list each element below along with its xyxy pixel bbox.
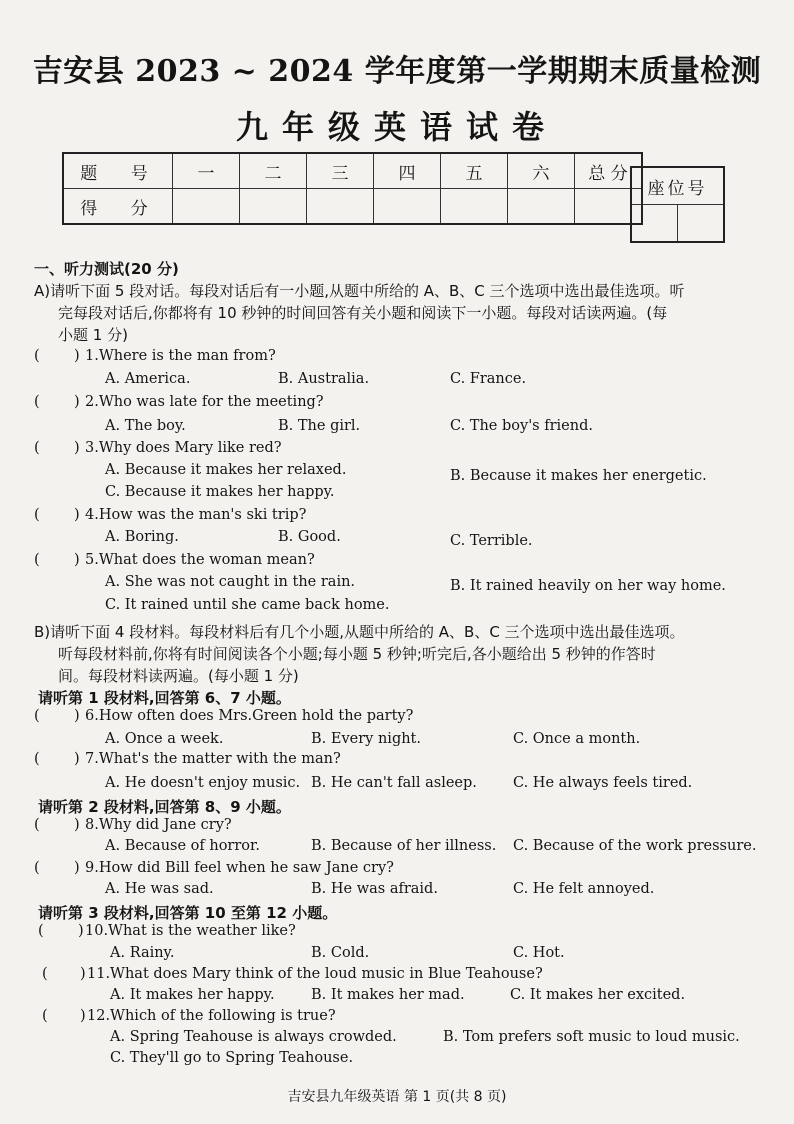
- option-a: A. Because of horror.: [105, 838, 260, 854]
- question-text: 7.What's the matter with the man?: [85, 751, 341, 767]
- part-b-instruction-2: 听每段材料前,你将有时间阅读各个小题;每小题 5 秒钟;听完后,各小题给出 5 秒钟的作答时: [58, 645, 656, 663]
- score-cell: [508, 189, 575, 225]
- score-table: [62, 152, 643, 225]
- option-c: C. They'll go to Spring Teahouse.: [110, 1050, 354, 1066]
- question-text: 1.Where is the man from?: [85, 348, 276, 364]
- section-listening-title: 一、听力测试(20 分): [34, 260, 179, 278]
- option-c: C. The boy's friend.: [450, 418, 593, 434]
- option-c: C. It makes her excited.: [510, 987, 686, 1003]
- material-2-heading: 请听第 2 段材料,回答第 8、9 小题。: [38, 798, 291, 816]
- option-a: A. America.: [105, 371, 191, 387]
- score-col-total: 总 分: [575, 153, 643, 189]
- question-text: 10.What is the weather like?: [85, 923, 296, 939]
- question-text: 9.How did Bill feel when he saw Jane cry?: [85, 860, 394, 876]
- question-text: 11.What does Mary think of the loud music in Blue Teahouse?: [87, 966, 543, 982]
- score-cell: [307, 189, 374, 225]
- score-cell: [173, 189, 240, 225]
- seat-number-label: 座位号: [631, 167, 724, 205]
- option-c: C. Hot.: [513, 945, 565, 961]
- option-b: B. Good.: [278, 529, 341, 545]
- option-c: C. Because it makes her happy.: [105, 484, 335, 500]
- score-cell: [240, 189, 307, 225]
- part-b-instruction-1: B)请听下面 4 段材料。每段材料后有几个小题,从题中所给的 A、B、C 三个选项中选出最佳选项。: [34, 623, 685, 641]
- score-cell: [374, 189, 441, 225]
- score-row-label-number: 题 号: [63, 153, 173, 189]
- option-a: A. He doesn't enjoy music.: [105, 775, 301, 791]
- option-c: C. Terrible.: [450, 533, 533, 549]
- option-b: B. It makes her mad.: [311, 987, 465, 1003]
- question-text: 3.Why does Mary like red?: [85, 440, 282, 456]
- score-col-2: 二: [240, 153, 307, 189]
- option-b: B. It rained heavily on her way home.: [450, 578, 726, 594]
- option-b: B. Australia.: [278, 371, 370, 387]
- option-b: B. Tom prefers soft music to loud music.: [443, 1029, 740, 1045]
- option-c: C. He felt annoyed.: [513, 881, 655, 897]
- part-a-instruction-3: 小题 1 分): [58, 326, 128, 344]
- material-3-heading: 请听第 3 段材料,回答第 10 至第 12 小题。: [38, 904, 338, 922]
- question-text: 12.Which of the following is true?: [87, 1008, 336, 1024]
- option-a: A. She was not caught in the rain.: [105, 574, 356, 590]
- seat-number-cell: [631, 205, 678, 243]
- score-col-3: 三: [307, 153, 374, 189]
- option-b: B. He can't fall asleep.: [311, 775, 477, 791]
- option-a: A. He was sad.: [105, 881, 214, 897]
- score-col-1: 一: [173, 153, 240, 189]
- option-c: C. He always feels tired.: [513, 775, 693, 791]
- question-text: 5.What does the woman mean?: [85, 552, 315, 568]
- seat-number-cell: [678, 205, 725, 243]
- option-b: B. Because it makes her energetic.: [450, 468, 707, 484]
- exam-page: 吉安县 2023 ~ 2024 学年度第一学期期末质量检测 九年级英语试卷 题 号 一 二 三 四 五 六 总 分 得 分 座位号 一、听力测试(20 分) A)请听下面 5 段对话。每段对话后有一小题,从题中所给的 A、B、C 三个选项中选出最佳选项。听 完每段对话后,你都将有 10 秒钟的时间回答有关小题和阅读下一小题。每段对话读两遍。(每 小题 1 分) ( ) 1.Where is the man from? A. America. B. Australia. C. France. ( ) 2.Who was late for the meeting? A. The boy. B. The girl. C. The boy's friend. ( ) 3.Why does Mary like red? A. Because it makes her relaxed. B. Because it makes her energetic. C. Because it makes her happy. ( ) 4.How was the man's ski trip? A. Boring. B. Good. C. Terrible. ( ) 5.What does the woman mean? A. She was not caught in the rain. B. It rained heavily on her way home. C. It rained until she came back home. B)请听下面 4 段材料。每段材料后有几个小题,从题中所给的 A、B、C 三个选项中选出最佳选项。 听每段材料前,你将有时间阅读各个小题;每小题 5 秒钟;听完后,各小题给出 5 秒钟的作答时 间。每段材料读两遍。(每小题 1 分) 请听第 1 段材料,回答第 6、7 小题。 ( ) 6.How often does Mrs.Green hold the party? A. Once a week. B. Every night. C. Once a month. ( ) 7.What's the matter with the man? A. He doesn't enjoy music. B. He can't fall asleep. C. He always feels tired. 请听第 2 段材料,回答第 8、9 小题。 ( ) 8.Why did Jane cry? A. Because of horror. B. Because of her illness. C. Because of the work pressure. ( ) 9.How did Bill feel when he saw Jane cry? A. He was sad. B. He was afraid. C. He felt annoyed. 请听第 3 段材料,回答第 10 至第 12 小题。 ( ) 10.What is the weather like? A. Rainy. B. Cold. C. Hot. ( ) 11.What does Mary think of the loud music in Blue Teahouse? A. It makes her happy. B. It makes her mad. C. It makes her excited. ( ) 12.Which of the following is true? A. Spring Teahouse is always crowded. B. Tom prefers soft music to loud music. C. They'll go to Spring Teahouse. 吉安县九年级英语 第 1 页(共 8 页): [0, 0, 794, 1124]
- score-col-5: 五: [441, 153, 508, 189]
- question-text: 6.How often does Mrs.Green hold the party?: [85, 708, 414, 724]
- part-a-instruction-2: 完每段对话后,你都将有 10 秒钟的时间回答有关小题和阅读下一小题。每段对话读两遍。(每: [58, 304, 668, 322]
- score-col-4: 四: [374, 153, 441, 189]
- option-c: C. France.: [450, 371, 527, 387]
- seat-number-box: [630, 166, 725, 243]
- part-b-instruction-3: 间。每段材料读两遍。(每小题 1 分): [58, 667, 299, 685]
- exam-title: 吉安县 2023 ~ 2024 学年度第一学期期末质量检测: [32, 54, 762, 89]
- score-cell: [441, 189, 508, 225]
- option-b: B. Because of her illness.: [311, 838, 497, 854]
- option-c: C. It rained until she came back home.: [105, 597, 390, 613]
- option-b: B. Cold.: [311, 945, 370, 961]
- page-footer: 吉安县九年级英语 第 1 页(共 8 页): [287, 1089, 507, 1105]
- option-c: C. Because of the work pressure.: [513, 838, 757, 854]
- score-row-label-score: 得 分: [63, 189, 173, 225]
- question-text: 8.Why did Jane cry?: [85, 817, 232, 833]
- option-c: C. Once a month.: [513, 731, 641, 747]
- option-a: A. Rainy.: [110, 945, 175, 961]
- option-a: A. Spring Teahouse is always crowded.: [110, 1029, 397, 1045]
- part-a-instruction-1: A)请听下面 5 段对话。每段对话后有一小题,从题中所给的 A、B、C 三个选项中选出最佳选项。听: [34, 282, 685, 300]
- question-text: 4.How was the man's ski trip?: [85, 507, 307, 523]
- material-1-heading: 请听第 1 段材料,回答第 6、7 小题。: [38, 689, 291, 707]
- option-a: A. Because it makes her relaxed.: [105, 462, 347, 478]
- option-a: A. Once a week.: [105, 731, 224, 747]
- score-col-6: 六: [508, 153, 575, 189]
- option-b: B. Every night.: [311, 731, 421, 747]
- option-b: B. The girl.: [278, 418, 361, 434]
- option-b: B. He was afraid.: [311, 881, 438, 897]
- option-a: A. It makes her happy.: [110, 987, 275, 1003]
- option-a: A. The boy.: [105, 418, 186, 434]
- option-a: A. Boring.: [105, 529, 179, 545]
- exam-subtitle: 九年级英语试卷: [235, 108, 558, 146]
- question-text: 2.Who was late for the meeting?: [85, 394, 324, 410]
